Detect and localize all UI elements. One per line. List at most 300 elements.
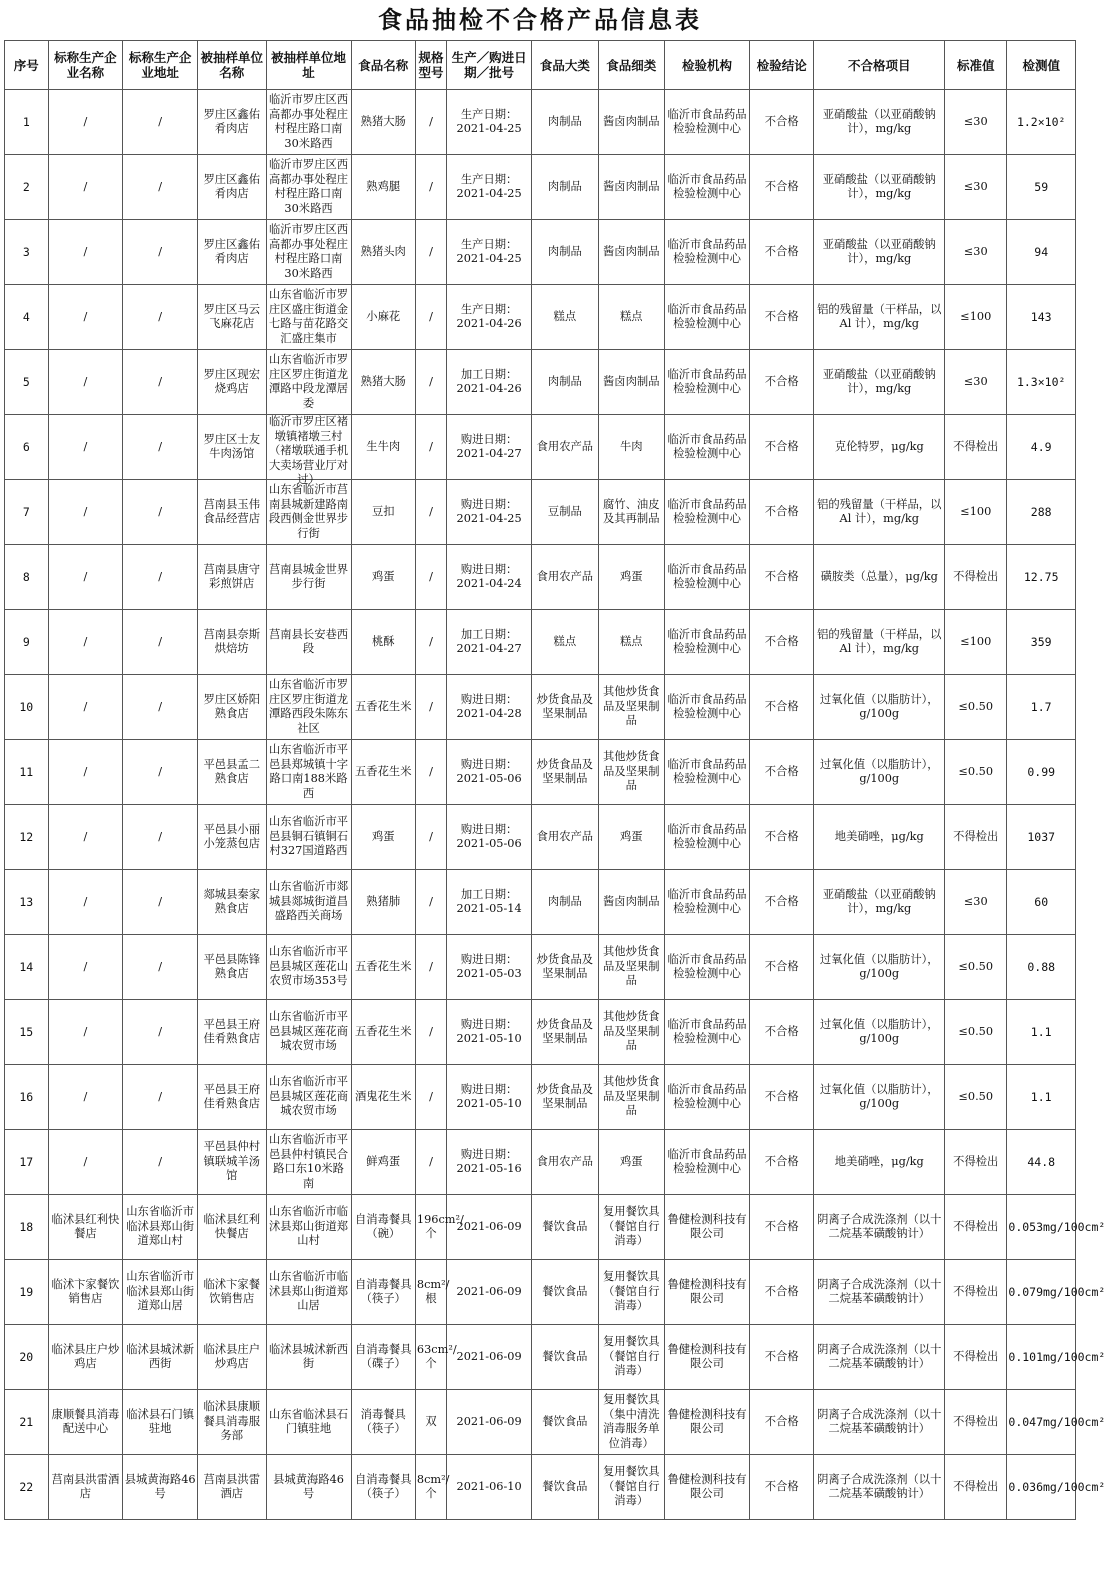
cell-text: 3 [22, 244, 30, 259]
cell-inspection-conclusion [750, 1455, 814, 1520]
cell-inspection-agency [664, 285, 749, 350]
cell-text: 临沂市食品药品检验检测中心 [667, 757, 747, 785]
cell-text: 酱卤肉制品 [603, 114, 660, 128]
cell-failed-item [814, 1195, 945, 1260]
cell-text: 莒南县玉伟食品经营店 [203, 497, 260, 525]
cell-text: 复用餐饮具（餐馆自行消毒） [603, 1205, 660, 1248]
cell-text: 过氧化值（以脂肪计），g/100g [819, 1017, 939, 1045]
cell-text: 临沂市食品药品检验检测中心 [667, 497, 747, 525]
cell-text: 罗庄区马云飞麻花店 [203, 302, 260, 330]
cell-spec-model [415, 1455, 450, 1520]
cell-inspection-conclusion [750, 480, 814, 545]
cell-detected-value [1007, 935, 1076, 1000]
cell-spec-model [415, 545, 446, 610]
cell-standard-value [945, 740, 1007, 805]
cell-text: ≤100 [960, 309, 992, 323]
cell-text: 不合格 [764, 569, 799, 583]
cell-text: 15 [19, 1024, 34, 1039]
cell-text: 8 [22, 569, 30, 584]
cell-seq [5, 1195, 49, 1260]
cell-food-name [351, 1455, 415, 1520]
cell-detected-value [1007, 1000, 1076, 1065]
cell-detected-value [1007, 220, 1076, 285]
cell-food-name [351, 805, 415, 870]
cell-text: ≤0.50 [958, 1024, 994, 1038]
cell-text: 自消毒餐具（筷子） [355, 1472, 412, 1500]
cell-date-batch [447, 220, 532, 285]
cell-food-category [532, 870, 598, 935]
cell-food-name [351, 610, 415, 675]
cell-text: 过氧化值（以脂肪计），g/100g [819, 692, 939, 720]
cell-text: 44.8 [1027, 1154, 1056, 1169]
cell-text: / [158, 504, 163, 518]
cell-sampled-unit-name [198, 610, 266, 675]
cell-text: 临沂市罗庄区褚墩镇褚墩三村（褚墩联通手机大卖场营业厅对过） [269, 415, 349, 486]
cell-food-category [532, 415, 598, 480]
cell-text: 12 [19, 829, 34, 844]
cell-text: 63cm²/个 [416, 1342, 457, 1370]
cell-manufacturer-address [123, 1455, 198, 1520]
cell-text: 其他炒货食品及坚果制品 [603, 1075, 660, 1118]
table-header-row [5, 41, 1076, 90]
cell-manufacturer-name [48, 155, 123, 220]
cell-food-name [351, 675, 415, 740]
cell-text: 山东省临沂市郯城县郯城街道昌盛路西关商场 [269, 880, 349, 923]
cell-text: 临沂市食品药品检验检测中心 [667, 627, 747, 655]
cell-text: 60 [1034, 894, 1049, 909]
cell-text: / [158, 1024, 163, 1038]
cell-text: 罗庄区士友牛肉汤馆 [203, 432, 260, 460]
cell-sampled-unit-address [266, 1455, 351, 1520]
table-row [5, 1000, 1076, 1065]
cell-sampled-unit-name [198, 220, 266, 285]
cell-manufacturer-name [48, 480, 123, 545]
cell-text: 亚硝酸盐（以亚硝酸钠计），mg/kg [822, 107, 936, 135]
cell-text: 购进日期：2021-04-25 [456, 497, 522, 525]
cell-text: 临沭县红利快餐店 [51, 1212, 120, 1240]
cell-seq [5, 1000, 49, 1065]
cell-text: 购进日期：2021-05-10 [456, 1082, 522, 1110]
cell-seq [5, 1260, 49, 1325]
cell-text: / [158, 1154, 163, 1168]
cell-text: 亚硝酸盐（以亚硝酸钠计），mg/kg [822, 237, 936, 265]
cell-seq [5, 545, 49, 610]
cell-text: 桃酥 [371, 634, 395, 648]
cell-text: / [83, 1154, 88, 1168]
cell-sampled-unit-name [198, 90, 266, 155]
cell-standard-value [945, 610, 1007, 675]
cell-text: 肉制品 [547, 374, 582, 388]
cell-manufacturer-name [48, 220, 123, 285]
cell-date-batch [447, 1195, 532, 1260]
cell-text: 0.036mg/100cm² [1008, 1479, 1105, 1494]
cell-spec-model [415, 285, 446, 350]
cell-food-category [532, 1260, 598, 1325]
cell-text: 食用农产品 [536, 1154, 594, 1168]
cell-text: 5 [22, 374, 30, 389]
cell-text: / [158, 569, 163, 583]
cell-text: 餐饮食品 [542, 1414, 588, 1428]
cell-text: 鲁健检测科技有限公司 [667, 1472, 747, 1500]
cell-seq [5, 90, 49, 155]
cell-sampled-unit-address [266, 1325, 351, 1390]
cell-standard-value [945, 480, 1007, 545]
cell-seq [5, 675, 49, 740]
cell-text: 不得检出 [953, 439, 999, 453]
cell-detected-value [1007, 675, 1076, 740]
cell-sampled-unit-name [198, 870, 266, 935]
cell-spec-model [415, 675, 446, 740]
cell-text: ≤0.50 [958, 699, 994, 713]
cell-food-subcategory [598, 870, 664, 935]
cell-text: 小麻花 [366, 309, 401, 323]
cell-text: 11 [19, 764, 34, 779]
cell-text: 平邑县王府佳肴熟食店 [203, 1017, 260, 1045]
cell-text: 亚硝酸盐（以亚硝酸钠计），mg/kg [822, 172, 936, 200]
cell-text: 生牛肉 [366, 439, 401, 453]
column-header-inspection-conclusion: 检验结论 [750, 41, 814, 90]
table-row [5, 1260, 1076, 1325]
cell-manufacturer-name [48, 740, 123, 805]
cell-date-batch [447, 610, 532, 675]
cell-food-category [532, 220, 598, 285]
cell-food-category [532, 1065, 598, 1130]
cell-text: 糕点 [553, 634, 577, 648]
cell-food-category [532, 155, 598, 220]
cell-text: 加工日期：2021-05-14 [456, 887, 522, 915]
cell-text: 食用农产品 [536, 829, 594, 843]
cell-spec-model [415, 740, 446, 805]
cell-text: / [158, 179, 163, 193]
cell-detected-value [1007, 415, 1076, 480]
cell-sampled-unit-name [198, 1390, 266, 1455]
cell-text: 鸡蛋 [371, 569, 395, 583]
cell-text: 其他炒货食品及坚果制品 [603, 750, 660, 793]
column-header-inspection-agency: 检验机构 [664, 41, 749, 90]
cell-text: 郯城县秦家熟食店 [203, 887, 260, 915]
cell-text: ≤0.50 [958, 959, 994, 973]
cell-text: 平邑县小丽小笼蒸包店 [203, 822, 260, 850]
cell-text: / [158, 114, 163, 128]
cell-failed-item [814, 350, 945, 415]
cell-date-batch [447, 285, 532, 350]
table-row [5, 1195, 1076, 1260]
cell-failed-item [814, 805, 945, 870]
cell-standard-value [945, 220, 1007, 285]
cell-text: 1 [22, 114, 30, 129]
cell-text: 磺胺类（总量），μg/kg [820, 569, 938, 583]
cell-text: 熟猪大肠 [360, 114, 406, 128]
cell-date-batch [447, 90, 532, 155]
cell-text: 不合格 [764, 114, 799, 128]
cell-inspection-agency [664, 1065, 749, 1130]
cell-sampled-unit-name [198, 285, 266, 350]
cell-text: 7 [22, 504, 30, 519]
cell-text: 1037 [1027, 829, 1056, 844]
cell-failed-item [814, 1065, 945, 1130]
cell-sampled-unit-name [198, 350, 266, 415]
cell-text: / [429, 309, 433, 323]
cell-text: ≤30 [963, 244, 988, 258]
cell-food-subcategory [598, 1260, 664, 1325]
cell-text: 铝的残留量（干样品，以 Al 计），mg/kg [817, 497, 942, 525]
table-row [5, 610, 1076, 675]
cell-sampled-unit-name [198, 155, 266, 220]
cell-sampled-unit-address [266, 545, 351, 610]
table-row [5, 220, 1076, 285]
cell-text: 酱卤肉制品 [603, 179, 660, 193]
cell-spec-model [415, 1065, 446, 1130]
cell-standard-value [945, 90, 1007, 155]
cell-manufacturer-name [48, 1325, 123, 1390]
cell-text: 临沂市食品药品检验检测中心 [667, 1082, 747, 1110]
cell-manufacturer-address [123, 415, 198, 480]
table-row [5, 90, 1076, 155]
cell-sampled-unit-address [266, 870, 351, 935]
cell-text: / [158, 699, 163, 713]
cell-food-subcategory [598, 1000, 664, 1065]
cell-food-subcategory [598, 545, 664, 610]
cell-text: 肉制品 [547, 244, 582, 258]
cell-text: 罗庄区鑫佑肴肉店 [203, 237, 260, 265]
cell-text: / [83, 764, 88, 778]
column-header-sampled-unit-address: 被抽样单位地址 [266, 41, 351, 90]
cell-text: 不合格 [764, 699, 799, 713]
cell-date-batch [447, 740, 532, 805]
cell-text: 平邑县仲村镇联城羊汤馆 [203, 1140, 260, 1183]
cell-inspection-conclusion [750, 415, 814, 480]
cell-text: 双 [425, 1414, 437, 1428]
cell-food-category [532, 1325, 598, 1390]
cell-manufacturer-name [48, 350, 123, 415]
cell-food-name [351, 1325, 415, 1390]
cell-seq [5, 480, 49, 545]
cell-text: 罗庄区娇阳熟食店 [203, 692, 260, 720]
cell-text: / [429, 439, 433, 453]
cell-text: ≤30 [963, 114, 988, 128]
cell-food-name [351, 350, 415, 415]
cell-manufacturer-address [123, 675, 198, 740]
cell-text: 2021-06-09 [456, 1414, 522, 1428]
cell-text: / [429, 1089, 433, 1103]
cell-sampled-unit-name [198, 415, 266, 480]
cell-manufacturer-address [123, 870, 198, 935]
cell-failed-item [814, 740, 945, 805]
cell-spec-model [415, 350, 446, 415]
cell-text: / [83, 829, 88, 843]
cell-inspection-conclusion [750, 935, 814, 1000]
cell-text: 鸡蛋 [619, 569, 643, 583]
cell-text: 生产日期：2021-04-26 [456, 302, 522, 330]
cell-spec-model [415, 870, 446, 935]
table-row [5, 1130, 1076, 1195]
cell-text: 临沭县城沭新西街 [126, 1342, 195, 1370]
cell-food-subcategory [598, 1325, 664, 1390]
cell-food-name [351, 90, 415, 155]
cell-standard-value [945, 1000, 1007, 1065]
cell-date-batch [447, 1390, 532, 1455]
cell-text: 16 [19, 1089, 34, 1104]
cell-text: 铝的残留量（干样品，以 Al 计），mg/kg [817, 627, 942, 655]
cell-text: 2021-06-10 [456, 1479, 522, 1493]
cell-sampled-unit-address [266, 285, 351, 350]
cell-manufacturer-name [48, 1000, 123, 1065]
cell-manufacturer-address [123, 1065, 198, 1130]
column-header-sampled-unit-name: 被抽样单位名称 [198, 41, 266, 90]
cell-failed-item [814, 545, 945, 610]
cell-food-category [532, 350, 598, 415]
cell-text: 餐饮食品 [542, 1284, 588, 1298]
cell-text: 不合格 [764, 1219, 799, 1233]
cell-manufacturer-name [48, 1065, 123, 1130]
cell-manufacturer-address [123, 1325, 198, 1390]
cell-sampled-unit-name [198, 805, 266, 870]
cell-sampled-unit-name [198, 1065, 266, 1130]
cell-inspection-agency [664, 1390, 749, 1455]
cell-text: 12.75 [1023, 569, 1059, 584]
cell-text: 1.1 [1030, 1089, 1052, 1104]
cell-food-name [351, 1130, 415, 1195]
cell-inspection-agency [664, 675, 749, 740]
cell-sampled-unit-name [198, 1325, 266, 1390]
cell-food-name [351, 480, 415, 545]
cell-text: 临沂市食品药品检验检测中心 [667, 367, 747, 395]
cell-text: / [429, 1154, 433, 1168]
table-row [5, 415, 1076, 480]
cell-text: 五香花生米 [355, 959, 412, 973]
cell-failed-item [814, 610, 945, 675]
cell-food-subcategory [598, 90, 664, 155]
cell-text: 临沂市食品药品检验检测中心 [667, 562, 747, 590]
column-header-date-batch: 生产／购进日期／批号 [447, 41, 532, 90]
cell-text: 购进日期：2021-05-03 [456, 952, 522, 980]
cell-manufacturer-name [48, 545, 123, 610]
cell-text: 豆扣 [371, 504, 395, 518]
cell-text: / [83, 114, 88, 128]
cell-sampled-unit-address [266, 1195, 351, 1260]
cell-text: 不合格 [764, 1089, 799, 1103]
cell-date-batch [447, 480, 532, 545]
cell-food-subcategory [598, 1065, 664, 1130]
cell-text: 购进日期：2021-05-16 [456, 1147, 522, 1175]
cell-text: 生产日期：2021-04-25 [456, 237, 522, 265]
cell-text: 过氧化值（以脂肪计），g/100g [819, 1082, 939, 1110]
cell-manufacturer-address [123, 545, 198, 610]
cell-text: 不得检出 [953, 1154, 999, 1168]
cell-text: 鲁健检测科技有限公司 [667, 1277, 747, 1305]
cell-food-subcategory [598, 1130, 664, 1195]
cell-text: 地美硝唑，μg/kg [834, 829, 924, 843]
cell-text: / [429, 244, 433, 258]
cell-detected-value [1007, 610, 1076, 675]
cell-text: 鲁健检测科技有限公司 [667, 1212, 747, 1240]
cell-text: 山东省临沂市罗庄区盛庄街道金七路与苗花路交汇盛庄集市 [269, 288, 349, 345]
cell-text: 餐饮食品 [542, 1349, 588, 1363]
cell-text: 不合格 [764, 439, 799, 453]
cell-text: 熟鸡腿 [366, 179, 401, 193]
cell-inspection-agency [664, 870, 749, 935]
cell-text: 生产日期：2021-04-25 [456, 107, 522, 135]
cell-manufacturer-address [123, 480, 198, 545]
cell-text: 21 [19, 1414, 34, 1429]
cell-detected-value [1007, 1065, 1076, 1130]
cell-seq [5, 285, 49, 350]
cell-inspection-agency [664, 220, 749, 285]
cell-text: 2021-06-09 [456, 1284, 522, 1298]
cell-standard-value [945, 935, 1007, 1000]
cell-text: 临沭县庄户炒鸡店 [203, 1342, 260, 1370]
cell-manufacturer-name [48, 1130, 123, 1195]
cell-inspection-conclusion [750, 610, 814, 675]
cell-sampled-unit-address [266, 415, 351, 486]
cell-text: 购进日期：2021-05-06 [456, 757, 522, 785]
cell-text: / [83, 699, 88, 713]
cell-inspection-agency [664, 90, 749, 155]
cell-text: 山东省临沂市莒南县城新建路南段西侧金世界步行街 [269, 483, 349, 540]
cell-text: 山东省临沂市临沭县郑山街道郑山村 [126, 1205, 195, 1248]
table-row [5, 155, 1076, 220]
cell-text: ≤30 [963, 179, 988, 193]
cell-sampled-unit-name [198, 1000, 266, 1065]
cell-seq [5, 1065, 49, 1130]
cell-date-batch [447, 1130, 532, 1195]
cell-text: 20 [19, 1349, 34, 1364]
cell-seq [5, 1325, 49, 1390]
cell-text: 肉制品 [547, 179, 582, 193]
cell-date-batch [447, 1455, 532, 1520]
cell-food-subcategory [598, 1455, 664, 1520]
cell-text: ≤30 [963, 894, 988, 908]
cell-text: 临沂市食品药品检验检测中心 [667, 172, 747, 200]
cell-text: 平邑县陈锋熟食店 [203, 952, 260, 980]
cell-text: 临沂市食品药品检验检测中心 [667, 692, 747, 720]
cell-spec-model [415, 90, 446, 155]
cell-manufacturer-address [123, 805, 198, 870]
cell-food-category [532, 610, 598, 675]
cell-text: 酱卤肉制品 [603, 244, 660, 258]
column-header-food-category: 食品大类 [532, 41, 598, 90]
cell-text: 复用餐饮具（集中清洗消毒服务单位消毒） [603, 1393, 660, 1450]
cell-sampled-unit-address [266, 935, 351, 1000]
cell-inspection-conclusion [750, 870, 814, 935]
cell-text: / [158, 634, 163, 648]
cell-text: / [83, 309, 88, 323]
cell-inspection-agency [664, 740, 749, 805]
cell-text: 炒货食品及坚果制品 [536, 952, 594, 980]
cell-food-name [351, 870, 415, 935]
cell-manufacturer-name [48, 935, 123, 1000]
cell-text: 豆制品 [547, 504, 582, 518]
cell-text: 8cm²/根 [416, 1277, 450, 1305]
cell-food-name [351, 1000, 415, 1065]
table-row [5, 285, 1076, 350]
column-header-failed-item: 不合格项目 [814, 41, 945, 90]
cell-inspection-conclusion [750, 805, 814, 870]
cell-text: 阴离子合成洗涤剂（以十二烷基苯磺酸钠计） [817, 1212, 942, 1240]
cell-manufacturer-name [48, 610, 123, 675]
cell-text: 县城黄海路46号 [273, 1472, 344, 1500]
cell-text: 359 [1030, 634, 1052, 649]
cell-seq [5, 350, 49, 415]
cell-standard-value [945, 1130, 1007, 1195]
cell-manufacturer-address [123, 1390, 198, 1455]
cell-sampled-unit-address [266, 155, 351, 220]
cell-seq [5, 1390, 49, 1455]
cell-manufacturer-name [48, 1390, 123, 1455]
cell-detected-value [1007, 285, 1076, 350]
cell-text: 不合格 [764, 764, 799, 778]
cell-inspection-conclusion [750, 155, 814, 220]
